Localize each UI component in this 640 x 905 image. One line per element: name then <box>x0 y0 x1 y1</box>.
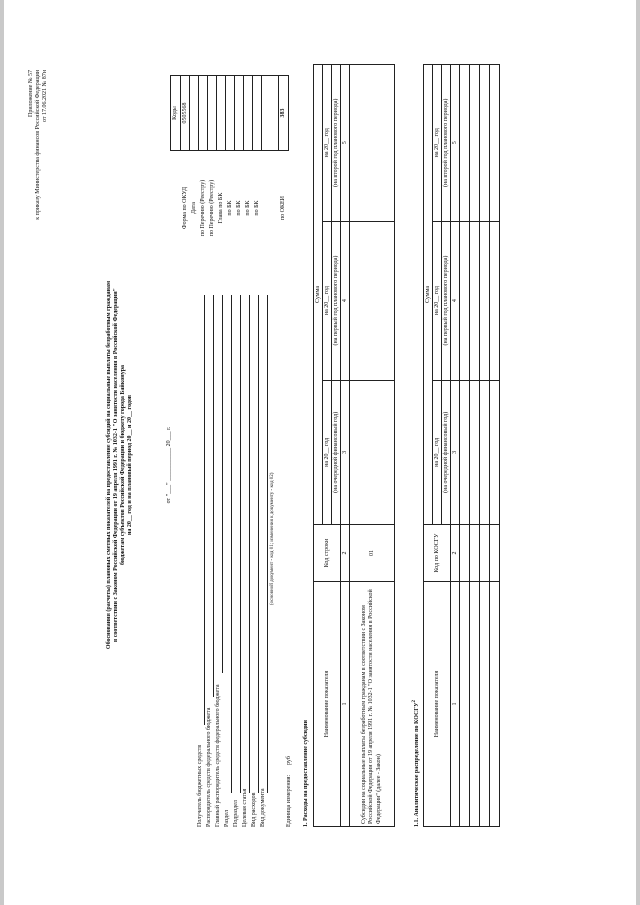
kosgu-num: 3 <box>451 380 460 524</box>
section11-title-text: 1.1. Аналитическое распределение по КОСГУ <box>414 702 420 827</box>
kosgu-cell <box>460 65 470 222</box>
kosgu-cell <box>470 582 480 827</box>
code-value <box>199 76 208 151</box>
section11-title <box>412 700 421 827</box>
document-title <box>106 145 134 785</box>
title-line-4: на 20__ год и на плановый период 20__ и 20__ годов <box>126 394 133 536</box>
code-value <box>208 76 217 151</box>
section1-title: 1. Расходы на предоставление субсидии <box>303 720 309 827</box>
expenses-col-sum: Сумма <box>314 65 323 525</box>
code-label: по БК <box>226 200 233 216</box>
kosgu-num: 5 <box>451 65 460 222</box>
kosgu-cell <box>470 380 480 524</box>
kosgu-num: 2 <box>451 525 460 582</box>
kosgu-cell <box>470 221 480 380</box>
code-label: по БК <box>253 200 260 216</box>
kosgu-col-year3: на 20__ год <box>433 65 442 222</box>
field-fill-line <box>213 295 214 697</box>
codes-table <box>170 75 289 265</box>
kosgu-cell <box>480 65 490 222</box>
field-label: Раздел <box>224 810 230 827</box>
kosgu-cell <box>460 525 470 582</box>
expenses-num: 1 <box>341 582 350 827</box>
kosgu-cell <box>480 380 490 524</box>
field-fill-line <box>222 295 223 673</box>
code-value <box>190 76 199 151</box>
unit-label: Единица измерения: <box>286 774 292 827</box>
kosgu-cell <box>470 65 480 222</box>
field-label: Распорядитель средств федерального бюджета <box>206 707 212 827</box>
title-line-1: Обоснования (расчеты) плановых сметных показателей на предоставление субсидий на социальные выплаты безработным гражданам <box>106 280 112 650</box>
date-line: от "___" ___________ 20___ г. <box>166 426 172 504</box>
kosgu-col-year2: на 20__ год <box>433 221 442 380</box>
expenses-num: 2 <box>341 525 350 582</box>
code-value <box>235 76 244 151</box>
field-fill-line <box>231 295 232 793</box>
code-label: Глава по БК <box>217 192 224 224</box>
appendix-date: от 17.06.2021 № 87н <box>41 70 48 122</box>
code-label <box>262 151 279 266</box>
kosgu-col-name: Наименование показателя <box>424 582 451 827</box>
expenses-num: 3 <box>341 380 350 524</box>
kosgu-cell <box>480 582 490 827</box>
doc-type-hint: (основной документ - код 01; изменения к документу - код 02) <box>270 472 275 605</box>
appendix-order: к приказу Министерства финансов Российской Федерации <box>34 70 41 220</box>
code-label: Дата <box>190 202 197 214</box>
code-label: по ОКЕИ <box>280 195 287 221</box>
kosgu-cell <box>480 525 490 582</box>
field-label: Получатель бюджетных средств <box>197 744 203 827</box>
field-fill-line <box>204 295 205 725</box>
expenses-table <box>313 64 395 827</box>
field-label: Целевая статья <box>242 788 248 827</box>
code-value <box>253 76 262 151</box>
kosgu-cell <box>480 221 490 380</box>
field-fill-line <box>249 295 250 793</box>
field-fill-line <box>240 295 241 793</box>
kosgu-cell <box>490 65 500 222</box>
appendix-header <box>28 70 49 290</box>
kosgu-col-year3-sub: (на второй год планового периода) <box>442 65 451 222</box>
kosgu-num: 4 <box>451 221 460 380</box>
field-label: Вид расходов <box>251 792 257 827</box>
kosgu-cell <box>490 582 500 827</box>
expenses-num: 4 <box>341 221 350 380</box>
kosgu-col-year1-sub: (на очередной финансовый год) <box>442 380 451 524</box>
code-value <box>217 76 226 151</box>
code-label: по Перечню (Реестру) <box>208 179 215 237</box>
kosgu-col-sum: Сумма <box>424 65 433 525</box>
expenses-col-year3-sub: (на второй год планового периода) <box>332 65 341 222</box>
expenses-col-name: Наименование показателя <box>314 582 341 827</box>
kosgu-cell <box>470 525 480 582</box>
field-label: Главный распорядитель средств федерального бюджета <box>215 684 221 827</box>
kosgu-cell <box>490 221 500 380</box>
title-line-2: в соответствии с Законом Российской Федерации от 19 апреля 1991 г. № 1032-1 "О занятости населения в Российской Федерации" <box>112 288 119 642</box>
code-label: по БК <box>235 200 242 216</box>
field-label: Вид документа <box>260 788 266 827</box>
expenses-cell <box>350 221 395 380</box>
kosgu-cell <box>460 221 470 380</box>
kosgu-cell <box>460 380 470 524</box>
kosgu-num: 1 <box>451 582 460 827</box>
expenses-cell <box>350 65 395 222</box>
code-value <box>262 76 279 151</box>
expenses-col-year1-sub: (на очередной финансовый год) <box>332 380 341 524</box>
code-label: по БК <box>244 200 251 216</box>
field-fill-line <box>267 295 268 793</box>
kosgu-col-year2-sub: (на первый год планового периода) <box>442 221 451 380</box>
expenses-col-code: Код строки <box>314 525 341 582</box>
code-value: 383 <box>279 76 289 151</box>
title-line-3: бюджетам субъектов Российской Федерации и бюджету города Байконура <box>119 364 126 566</box>
kosgu-cell <box>490 525 500 582</box>
field-fill-line <box>258 295 259 793</box>
expenses-col-year1: на 20__ год <box>323 380 332 524</box>
kosgu-col-year1: на 20__ год <box>433 380 442 524</box>
field-label: Подраздел <box>233 800 239 827</box>
appendix-number: Приложение № 57 <box>28 70 34 117</box>
expenses-row-text: Субсидии на социальные выплаты безработным гражданам в соответствии с Законом Российской Федерации от 19 апреля 1991 г. № 1032-1 "О занятости населения в Российской Федерации" (далее - Закон) <box>350 582 395 827</box>
kosgu-col-code: Код по КОСГУ <box>424 525 451 582</box>
codes-header: Коды <box>171 76 181 151</box>
section11-footnote: 2 <box>412 699 417 703</box>
unit-value: руб <box>286 756 292 765</box>
code-label: по Перечню (Реестру) <box>199 179 206 237</box>
expenses-row-code: 01 <box>350 525 395 582</box>
kosgu-cell <box>460 582 470 827</box>
kosgu-cell <box>490 380 500 524</box>
expenses-cell <box>350 380 395 524</box>
code-value <box>244 76 253 151</box>
code-value: 0505568 <box>181 76 190 151</box>
expenses-col-year3: на 20__ год <box>323 65 332 222</box>
expenses-num: 5 <box>341 65 350 222</box>
kosgu-table <box>423 64 500 827</box>
code-label: Форма по ОКУД <box>181 186 188 230</box>
expenses-col-year2-sub: (на первый год планового периода) <box>332 221 341 380</box>
code-value <box>226 76 235 151</box>
expenses-col-year2: на 20__ год <box>323 221 332 380</box>
